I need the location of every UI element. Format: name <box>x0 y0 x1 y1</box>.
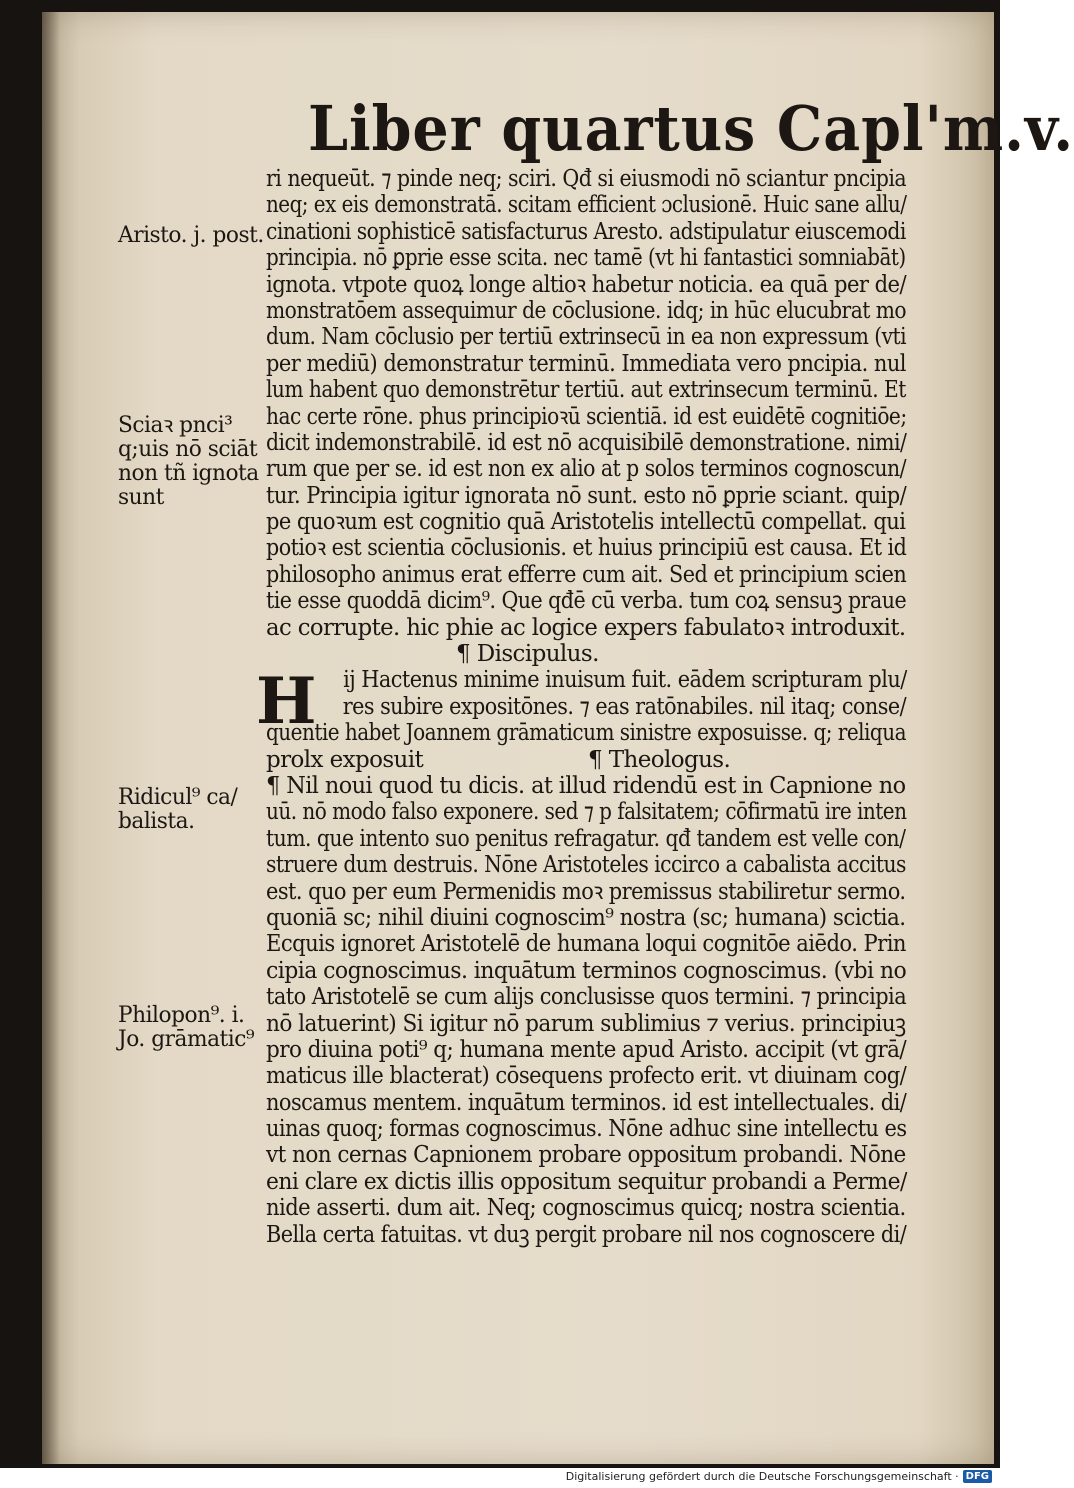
text-line: quoniā sc; nihil diuini cognoscim⁹ nostra (sc; humana) scictia. <box>266 904 906 931</box>
text-line: tie esse quoddā dicim⁹. Que qđē cū verba. tum coꝝ sensuꝫ praue <box>266 588 907 615</box>
text-line: est. quo per eum Permenidis moꝛ premissus stabiliretur sermo. <box>266 878 906 905</box>
text-line: Bella certa fatuitas. vt duꝫ pergit probare nil nos cognoscere di/ <box>266 1221 907 1248</box>
text-line: dum. Nam cōclusio per tertiū extrinsecū in ea non expressum (vti <box>266 324 907 351</box>
speaker-label-disciple: ¶ Discipulus. <box>456 641 599 668</box>
text-line: uinas quoq; formas cognoscimus. Nōne adhuc sine intellectu es <box>266 1116 907 1143</box>
margin-note-ridicul <box>118 786 268 834</box>
text-line: principia. nō ꝑprie esse scita. nec tamē (vt hi fantastici somniabāt) <box>266 245 906 272</box>
text-line: potioꝛ est scientia cōclusionis. et huius principiū est causa. Et id <box>266 535 907 562</box>
running-heading: Liber quartus Capl'm.v. <box>308 92 1074 165</box>
text-line: lum habent quo demonstrētur tertiū. aut extrinsecum terminū. Et <box>266 377 906 404</box>
footer-text: Digitalisierung gefördert durch die Deutsche Forschungsgemeinschaft · <box>565 1470 959 1483</box>
text-line: nō latuerint) Si igitur nō parum sublimius ⁊ verius. principiuꝫ <box>266 1010 906 1037</box>
margin-note-line: non tñ ignota <box>118 461 259 486</box>
text-line: neq; ex eis demonstratā. scitam efficient ɔclusionē. Huic sane allu/ <box>266 192 907 219</box>
text-line: monstratōem assequimur de cōclusione. idq; in hūc elucubrat mo <box>266 297 907 324</box>
text-line: dicit indemonstrabilē. id est nō acquisibilē demonstratione. nimi/ <box>266 429 907 456</box>
text-line: Ecquis ignoret Aristotelē de humana loqui cognitōe aiēdo. Prin <box>266 931 906 958</box>
margin-note-philopon <box>118 1004 268 1052</box>
text-line: struere dum destruis. Nōne Aristoteles iccirco a cabalista accitus <box>266 852 906 879</box>
text-line: philosopho animus erat efferre cum ait. Sed et principium scien <box>266 561 907 588</box>
margin-note-aristo <box>118 224 268 248</box>
text-line: prolx exposuit ¶ Theologus. <box>266 746 731 773</box>
text-line: tato Aristotelē se cum alijs conclusisse quos termini. ⁊ principia <box>266 984 907 1011</box>
text-line: pro diuina poti⁹ q; humana mente apud Aristo. accipit (vt grā/ <box>266 1036 907 1063</box>
main-text-block <box>266 166 906 1248</box>
text-line: hac certe rōne. phus principioꝛū scientiā. id est euidētē cognitiōe; <box>266 403 907 430</box>
page-gutter-shadow <box>42 12 60 1464</box>
text-line: eni clare ex dictis illis oppositum sequitur probandi a Perme/ <box>266 1168 907 1195</box>
speaker-label-theologian: ¶ Theologus. <box>588 746 731 773</box>
text-line: noscamus mentem. inquātum terminos. id est intellectuales. di/ <box>266 1089 907 1116</box>
text-line: rum que per se. id est non ex alio at p solos terminos cognoscun/ <box>266 456 907 483</box>
margin-note-line: balista. <box>118 809 195 834</box>
text-line: ignota. vtpote quoꝝ longe altioꝛ habetur noticia. ea quā per de/ <box>266 271 907 298</box>
margin-note-line: sunt <box>118 485 164 510</box>
margin-note-line: q;uis nō sciāt <box>118 437 258 462</box>
text-line: vt non cernas Capnionem probare oppositum probandi. Nōne <box>266 1142 906 1169</box>
text-line: per mediū) demonstratur terminū. Immediata vero pncipia. nul <box>266 350 906 377</box>
margin-note-line: Philopon⁹. i. <box>118 1003 245 1028</box>
text-line: ac corrupte. hic phie ac logice expers fabulatoꝛ introduxit. <box>266 614 906 641</box>
text-line: cipia cognoscimus. inquātum terminos cognoscimus. (vbi no <box>266 957 907 984</box>
footer-credit <box>566 1470 992 1483</box>
margin-note-line: Sciaꝛ pnci³ <box>118 413 233 438</box>
text-line: tur. Principia igitur ignorata nō sunt. esto nō ꝑprie sciant. quip/ <box>266 482 907 509</box>
margin-note-sciantur <box>118 414 268 510</box>
drop-capital: H <box>256 664 317 739</box>
text-line: pe quoꝛum est cognitio quā Aristotelis intellectū compellat. qui <box>266 509 906 536</box>
text-line: uū. nō modo falso exponere. sed ⁊ p falsitatem; cōfirmatū ire inten <box>266 799 907 826</box>
margin-note-line: Jo. grāmatic⁹ <box>118 1027 255 1052</box>
text-line: ¶ Nil noui quod tu dicis. at illud ridendū est in Capnione no <box>266 772 906 799</box>
margin-note-line: Aristo. j. post. <box>118 223 264 248</box>
text-line: maticus ille blacterat) cōsequens profecto erit. vt diuinam cog/ <box>266 1063 907 1090</box>
text-line: tum. que intento suo penitus refragatur. qđ tandem est velle con/ <box>266 825 906 852</box>
text-line: ri nequeūt. ⁊ pinde neq; sciri. Qđ si eiusmodi nō sciantur pncipia <box>266 166 907 192</box>
text-line: cinationi sophisticē satisfacturus Aresto. adstipulatur eiuscemodi <box>266 218 906 245</box>
text-line: nide asserti. dum ait. Neq; cognoscimus quicq; nostra scientia. <box>266 1195 906 1222</box>
margin-note-line: Ridicul⁹ ca/ <box>118 785 238 810</box>
text-line: quentie habet Joannem grāmaticum sinistre exposuisse. q; reliqua <box>266 720 906 747</box>
dfg-logo[interactable]: DFG <box>963 1470 992 1483</box>
text-line: res subire expositōnes. ⁊ eas ratōnabiles. nil itaq; conse/ <box>342 693 907 720</box>
text-line: ij Hactenus minime inuisum fuit. eādem scripturam plu/ <box>343 667 907 694</box>
